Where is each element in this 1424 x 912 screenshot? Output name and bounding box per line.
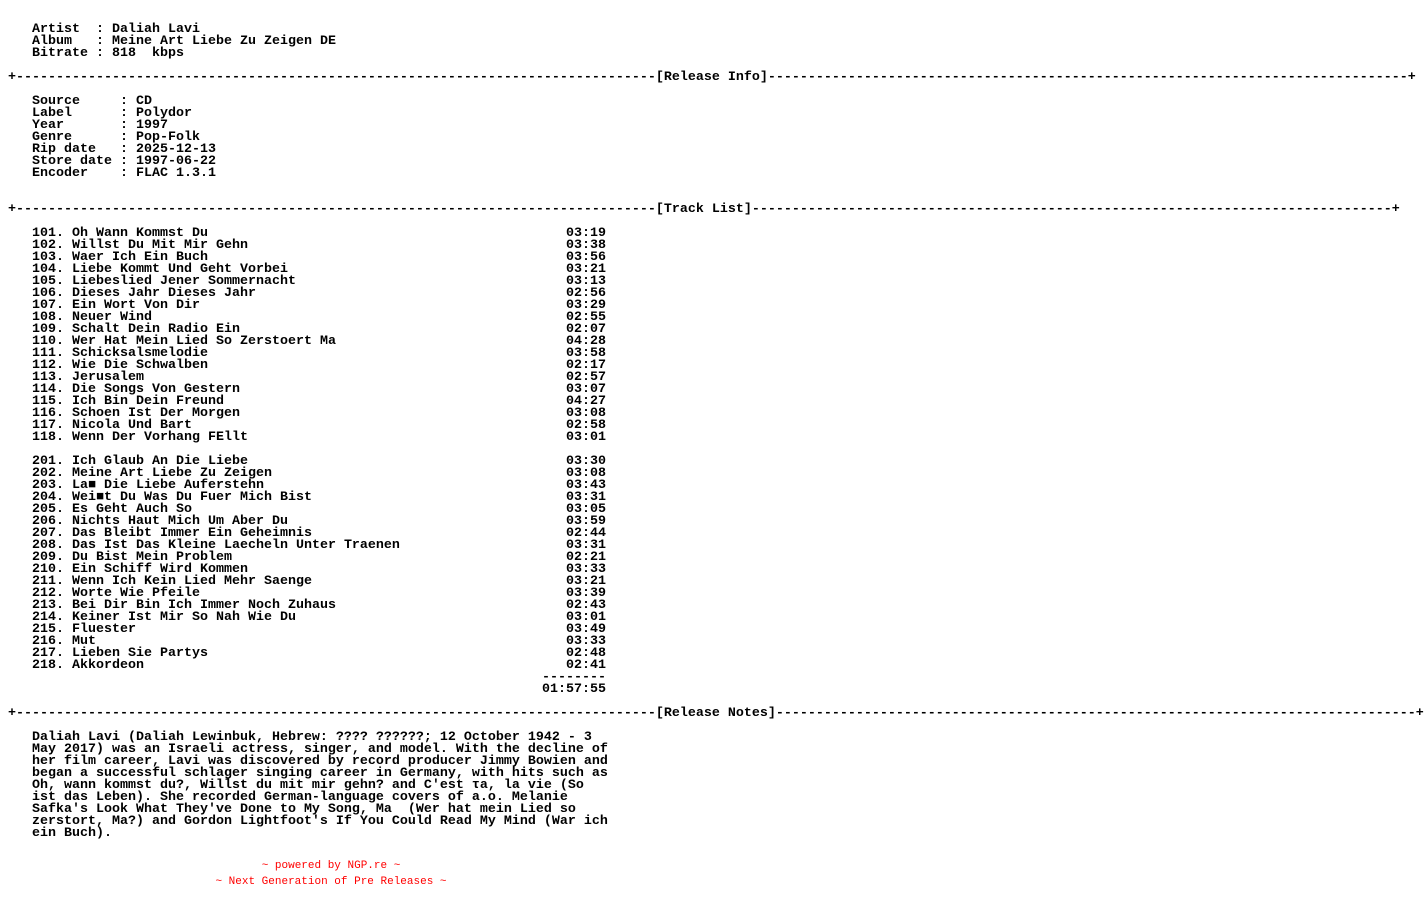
header-value: 818 kbps <box>112 46 184 61</box>
track-dot: . <box>56 646 72 661</box>
release-info-separator: : <box>111 154 136 169</box>
track-title: Dieses Jahr Dieses Jahr <box>72 286 256 301</box>
track-number: 201 <box>32 454 56 469</box>
track-dot: . <box>56 634 72 649</box>
track-number: 205 <box>32 502 56 517</box>
track-title: Ein Wort Von Dir <box>72 298 200 313</box>
track-title: Meine Art Liebe Zu Zeigen <box>72 466 272 481</box>
track-title: Schoen Ist Der Morgen <box>72 406 240 421</box>
release-info-value: CD <box>135 94 152 109</box>
track-time: 03:05 <box>566 502 606 517</box>
header-separator: : <box>88 46 112 61</box>
track-dot: . <box>56 598 72 613</box>
track-dot: . <box>56 466 72 481</box>
track-time: 04:28 <box>566 334 606 349</box>
release-info-value: Polydor <box>135 106 192 121</box>
track-title: Akkordeon <box>72 658 144 673</box>
blank-line <box>8 180 632 192</box>
track-list-divider-title: [Track List] <box>655 202 752 217</box>
footer-powered-by: ~ powered by NGP.re ~ <box>261 860 401 872</box>
track-dot: . <box>56 478 72 493</box>
total-time: 01:57:55 <box>542 682 606 697</box>
track-title: Ich Bin Dein Freund <box>72 394 224 409</box>
track-number: 206 <box>32 514 56 529</box>
track-time: 02:56 <box>566 286 606 301</box>
track-title: Willst Du Mit Mir Gehn <box>72 238 248 253</box>
release-info-value: FLAC 1.3.1 <box>135 166 216 181</box>
track-dot: . <box>56 586 72 601</box>
release-info-value: 2025-12-13 <box>135 142 216 157</box>
track-time: 03:19 <box>566 226 606 241</box>
track-title: Wer Hat Mein Lied So Zerstoert Ma <box>72 334 336 349</box>
track-number: 216 <box>32 634 56 649</box>
track-title: Das Ist Das Kleine Laecheln Unter Traenen <box>72 538 400 553</box>
nfo-document <box>8 22 1424 841</box>
release-notes-line: Safka's Look What They've Done to My Song, Ma (Wer hat mein Lied so <box>32 802 576 817</box>
track-title: Du Bist Mein Problem <box>72 550 232 565</box>
track-number: 101 <box>32 226 56 241</box>
release-info-label: Encoder <box>32 166 112 181</box>
track-title: Wei■t Du Was Du Fuer Mich Bist <box>72 490 312 505</box>
track-title: La■ Die Liebe Auferstehn <box>72 478 264 493</box>
track-time: 03:43 <box>566 478 606 493</box>
release-notes-divider <box>8 706 1424 721</box>
release-info-divider <box>8 70 1416 85</box>
track-time: 03:49 <box>566 622 606 637</box>
track-number: 215 <box>32 622 56 637</box>
track-row <box>8 624 606 636</box>
track-time: 03:56 <box>566 250 606 265</box>
track-time: 03:59 <box>566 514 606 529</box>
track-dot: . <box>56 454 72 469</box>
track-time: 03:08 <box>566 406 606 421</box>
track-number: 110 <box>32 334 56 349</box>
header-separator: : <box>88 22 112 37</box>
release-info-divider-dashes: -------------------------------------------------------------------------------- <box>16 70 656 85</box>
track-dot: . <box>56 310 72 325</box>
track-title: Mut <box>72 634 96 649</box>
track-number: 117 <box>32 418 56 433</box>
release-info-divider-title: [Release Info] <box>655 70 768 85</box>
track-dot: . <box>56 622 72 637</box>
track-dot: . <box>56 430 72 445</box>
track-dot: . <box>56 358 72 373</box>
release-info-separator: : <box>111 130 136 145</box>
track-time: 02:48 <box>566 646 606 661</box>
track-number: 211 <box>32 574 56 589</box>
track-number: 213 <box>32 598 56 613</box>
track-dot: . <box>56 298 72 313</box>
release-notes-line: ist das Leben). She recorded German-language covers of a.o. Melanie <box>32 790 568 805</box>
track-title: Lieben Sie Partys <box>72 646 208 661</box>
release-info-separator: : <box>111 94 136 109</box>
total-separator: -------- <box>542 670 606 685</box>
track-title: Oh Wann Kommst Du <box>72 226 208 241</box>
track-number: 217 <box>32 646 56 661</box>
track-number: 103 <box>32 250 56 265</box>
track-time: 03:39 <box>566 586 606 601</box>
track-time: 02:17 <box>566 358 606 373</box>
track-time: 03:21 <box>566 574 606 589</box>
track-dot: . <box>56 286 72 301</box>
release-notes-line: May 2017) was an Israeli actress, singer, and model. With the decline of <box>32 742 608 757</box>
release-notes-line: zerstort, Ma?) and Gordon Lightfoot's If You Could Read My Mind (War ich <box>32 814 608 829</box>
release-info-row <box>8 168 632 180</box>
track-time: 03:29 <box>566 298 606 313</box>
track-number: 114 <box>32 382 56 397</box>
release-info-label: Store date <box>32 154 112 169</box>
release-info-label: Genre <box>32 130 112 145</box>
track-dot: . <box>56 514 72 529</box>
track-title: Bei Dir Bin Ich Immer Noch Zuhaus <box>72 598 336 613</box>
track-time: 02:44 <box>566 526 606 541</box>
track-time: 03:33 <box>566 562 606 577</box>
track-dot: . <box>56 322 72 337</box>
track-list-divider-corner-left: + <box>8 202 16 217</box>
release-info-separator: : <box>111 118 136 133</box>
release-info-separator: : <box>111 142 136 157</box>
track-row <box>8 660 606 672</box>
track-time: 03:33 <box>566 634 606 649</box>
track-number: 113 <box>32 370 56 385</box>
header-row <box>8 48 632 60</box>
release-info-divider-corner-right: + <box>1407 70 1416 85</box>
track-number: 209 <box>32 550 56 565</box>
track-number: 214 <box>32 610 56 625</box>
track-number: 207 <box>32 526 56 541</box>
release-info-divider-corner-left: + <box>8 70 16 85</box>
track-dot: . <box>56 370 72 385</box>
track-title: Worte Wie Pfeile <box>72 586 200 601</box>
track-dot: . <box>56 562 72 577</box>
track-title: Wenn Der Vorhang FEllt <box>72 430 248 445</box>
track-dot: . <box>56 274 72 289</box>
track-number: 104 <box>32 262 56 277</box>
track-time: 03:08 <box>566 466 606 481</box>
header-value: Daliah Lavi <box>112 22 200 37</box>
track-title: Keiner Ist Mir So Nah Wie Du <box>72 610 296 625</box>
track-time: 02:21 <box>566 550 606 565</box>
track-title: Neuer Wind <box>72 310 152 325</box>
track-time: 03:31 <box>566 490 606 505</box>
release-info-divider-dashes: -------------------------------------------------------------------------------- <box>767 70 1408 85</box>
track-time: 03:31 <box>566 538 606 553</box>
track-list-divider-dashes: -------------------------------------------------------------------------------- <box>751 202 1392 217</box>
header-label: Bitrate <box>32 46 88 61</box>
track-title: Ein Schiff Wird Kommen <box>72 562 248 577</box>
track-dot: . <box>56 382 72 397</box>
header-value: Meine Art Liebe Zu Zeigen DE <box>112 34 336 49</box>
release-info-label: Year <box>32 118 112 133</box>
track-time: 03:58 <box>566 346 606 361</box>
track-dot: . <box>56 418 72 433</box>
track-title: Fluester <box>72 622 136 637</box>
track-title: Schicksalsmelodie <box>72 346 208 361</box>
track-title: Jerusalem <box>72 370 144 385</box>
release-info-label: Rip date <box>32 142 112 157</box>
track-time: 03:13 <box>566 274 606 289</box>
release-notes-line: ein Buch). <box>32 826 112 841</box>
track-title: Nichts Haut Mich Um Aber Du <box>72 514 288 529</box>
track-dot: . <box>56 502 72 517</box>
track-dot: . <box>56 226 72 241</box>
release-notes-line: began a successful schlager singing career in Germany, with hits such as <box>32 766 608 781</box>
track-dot: . <box>56 394 72 409</box>
footer <box>0 858 640 890</box>
track-number: 204 <box>32 490 56 505</box>
track-list-divider-dashes: -------------------------------------------------------------------------------- <box>16 202 656 217</box>
release-info-label: Label <box>32 106 112 121</box>
header-label: Album <box>32 34 88 49</box>
release-notes-divider-dashes: -------------------------------------------------------------------------------- <box>775 706 1416 721</box>
track-title: Die Songs Von Gestern <box>72 382 240 397</box>
track-title: Nicola Und Bart <box>72 418 192 433</box>
track-dot: . <box>56 346 72 361</box>
track-dot: . <box>56 526 72 541</box>
track-title: Das Bleibt Immer Ein Geheimnis <box>72 526 312 541</box>
track-number: 111 <box>32 346 56 361</box>
release-notes-line: Daliah Lavi (Daliah Lewinbuk, Hebrew: ???? ??????; 12 October 1942 - 3 <box>32 730 592 745</box>
track-dot: . <box>56 610 72 625</box>
track-number: 112 <box>32 358 56 373</box>
release-notes-divider-corner-left: + <box>8 706 16 721</box>
release-info-separator: : <box>111 166 136 181</box>
track-dot: . <box>56 250 72 265</box>
track-dot: . <box>56 538 72 553</box>
track-list-divider <box>8 202 1400 217</box>
track-title: Wenn Ich Kein Lied Mehr Saenge <box>72 574 312 589</box>
track-time: 02:43 <box>566 598 606 613</box>
release-info-value: Pop-Folk <box>135 130 200 145</box>
track-time: 02:41 <box>566 658 606 673</box>
track-number: 118 <box>32 430 56 445</box>
track-list-divider-corner-right: + <box>1391 202 1400 217</box>
track-title: Es Geht Auch So <box>72 502 192 517</box>
track-time: 03:30 <box>566 454 606 469</box>
header-label: Artist <box>32 22 88 37</box>
track-dot: . <box>56 574 72 589</box>
track-title-cell <box>32 660 144 672</box>
track-time: 03:38 <box>566 238 606 253</box>
track-dot: . <box>56 334 72 349</box>
track-dot: . <box>56 406 72 421</box>
release-notes-line: her film career, Lavi was discovered by record producer Jimmy Bowien and <box>32 754 608 769</box>
track-time: 03:21 <box>566 262 606 277</box>
footer-tagline: ~ Next Generation of Pre Releases ~ <box>215 876 447 888</box>
release-notes-divider-dashes: -------------------------------------------------------------------------------- <box>16 706 656 721</box>
track-dot: . <box>56 238 72 253</box>
track-number: 208 <box>32 538 56 553</box>
track-number: 105 <box>32 274 56 289</box>
track-time: 02:07 <box>566 322 606 337</box>
track-time: 02:55 <box>566 310 606 325</box>
release-info-value: 1997 <box>135 118 168 133</box>
track-number: 203 <box>32 478 56 493</box>
track-title: Ich Glaub An Die Liebe <box>72 454 248 469</box>
track-number: 109 <box>32 322 56 337</box>
track-dot: . <box>56 262 72 277</box>
track-time: 03:01 <box>566 430 606 445</box>
release-info-separator: : <box>111 106 136 121</box>
track-title: Liebeslied Jener Sommernacht <box>72 274 296 289</box>
track-title: Waer Ich Ein Buch <box>72 250 208 265</box>
track-number: 106 <box>32 286 56 301</box>
track-time: 02:57 <box>566 370 606 385</box>
track-number: 107 <box>32 298 56 313</box>
track-title: Wie Die Schwalben <box>72 358 208 373</box>
track-dot: . <box>56 550 72 565</box>
track-number: 116 <box>32 406 56 421</box>
header-separator: : <box>88 34 112 49</box>
track-row <box>8 432 606 444</box>
track-number: 212 <box>32 586 56 601</box>
track-number: 202 <box>32 466 56 481</box>
track-number: 218 <box>32 658 56 673</box>
release-info-label: Source <box>32 94 112 109</box>
release-notes-divider-title: [Release Notes] <box>655 706 776 721</box>
track-title: Liebe Kommt Und Geht Vorbei <box>72 262 288 277</box>
track-number: 210 <box>32 562 56 577</box>
track-time: 02:58 <box>566 418 606 433</box>
track-number: 108 <box>32 310 56 325</box>
track-dot: . <box>56 490 72 505</box>
track-time: 04:27 <box>566 394 606 409</box>
release-notes-divider-corner-right: + <box>1415 706 1424 721</box>
track-time: 03:01 <box>566 610 606 625</box>
release-notes-line: Oh, wann kommst du?, Willst du mit mir gehn? and C'est τa, la vie (So <box>32 778 584 793</box>
track-number: 102 <box>32 238 56 253</box>
track-dot: . <box>56 658 72 673</box>
track-title: Schalt Dein Radio Ein <box>72 322 240 337</box>
track-time: 03:07 <box>566 382 606 397</box>
track-title-cell <box>32 432 248 444</box>
track-number: 115 <box>32 394 56 409</box>
release-info-value: 1997-06-22 <box>135 154 216 169</box>
